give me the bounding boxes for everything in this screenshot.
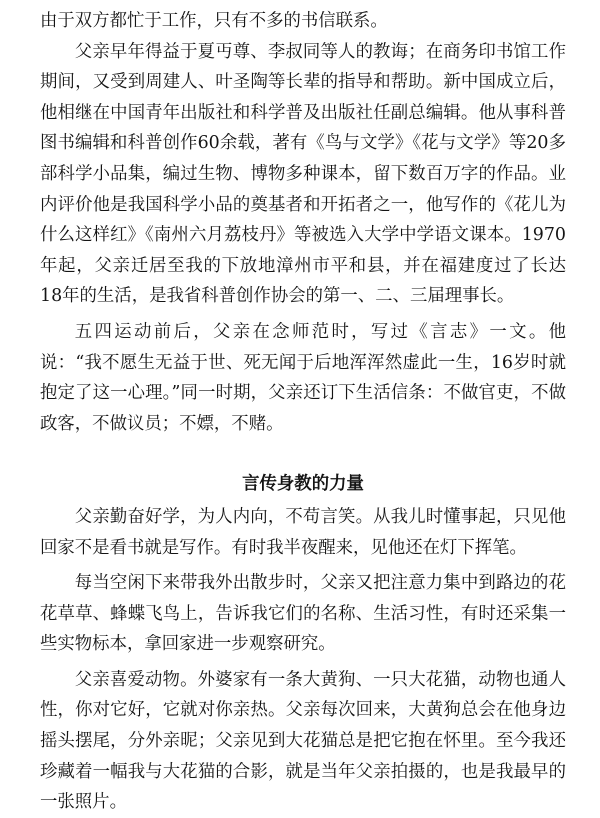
paragraph-continuation: 由于双方都忙于工作，只有不多的书信联系。 [40, 11, 388, 31]
paragraph-may-fourth: 五四运动前后，父亲在念师范时，写过《言志》一文。他说：“我不愿生无益于世、死无闻于后地浑浑然虚此一生，16岁时就抱定了这一心理。”同一时期，父亲还订下生活信条：不做官吏，不做政客，不做议员；不嫖，不赌。 [40, 321, 566, 434]
document-page [40, 0, 566, 818]
paragraph-walks: 每当空闲下来带我外出散步时，父亲又把注意力集中到路边的花花草草、蜂蝶飞鸟上，告诉我它们的名称、生活习性，有时还采集一些实物标本，拿回家进一步观察研究。 [40, 573, 566, 655]
paragraph-diligent: 父亲勤奋好学，为人内向，不苟言笑。从我儿时懂事起，只见他回家不是看书就是写作。有时我半夜醒来，见他还在灯下挥笔。 [40, 506, 566, 558]
section-heading: 言传身教的力量 [242, 474, 364, 495]
paragraph-animals: 父亲喜爱动物。外婆家有一条大黄狗、一只大花猫，动物也通人性，你对它好，它就对你亲热。父亲每次回来，大黄狗总会在他身边摇头摆尾，分外亲昵；父亲见到大花猫总是把它抱在怀里。至今我还珍藏着一幅我与大花猫的合影，就是当年父亲拍摄的，也是我最早的一张照片。 [40, 669, 566, 813]
paragraph-career: 父亲早年得益于夏丏尊、李叔同等人的教诲；在商务印书馆工作期间，又受到周建人、叶圣陶等长辈的指导和帮助。新中国成立后，他相继在中国青年出版社和科学普及出版社任副总编辑。他从事科普图书编辑和科普创作60余载，著有《鸟与文学》《花与文学》等20多部科学小品集，编过生物、博物多种课本，留下数百万字的作品。业内评价他是我国科学小品的奠基者和开拓者之一，他写作的《花儿为什么这样红》《南州六月荔枝丹》等被选入大学中学语文课本。1970年起，父亲迁居至我的下放地漳州市平和县，并在福建度过了长达18年的生活，是我省科普创作协会的第一、二、三届理事长。 [40, 41, 566, 307]
